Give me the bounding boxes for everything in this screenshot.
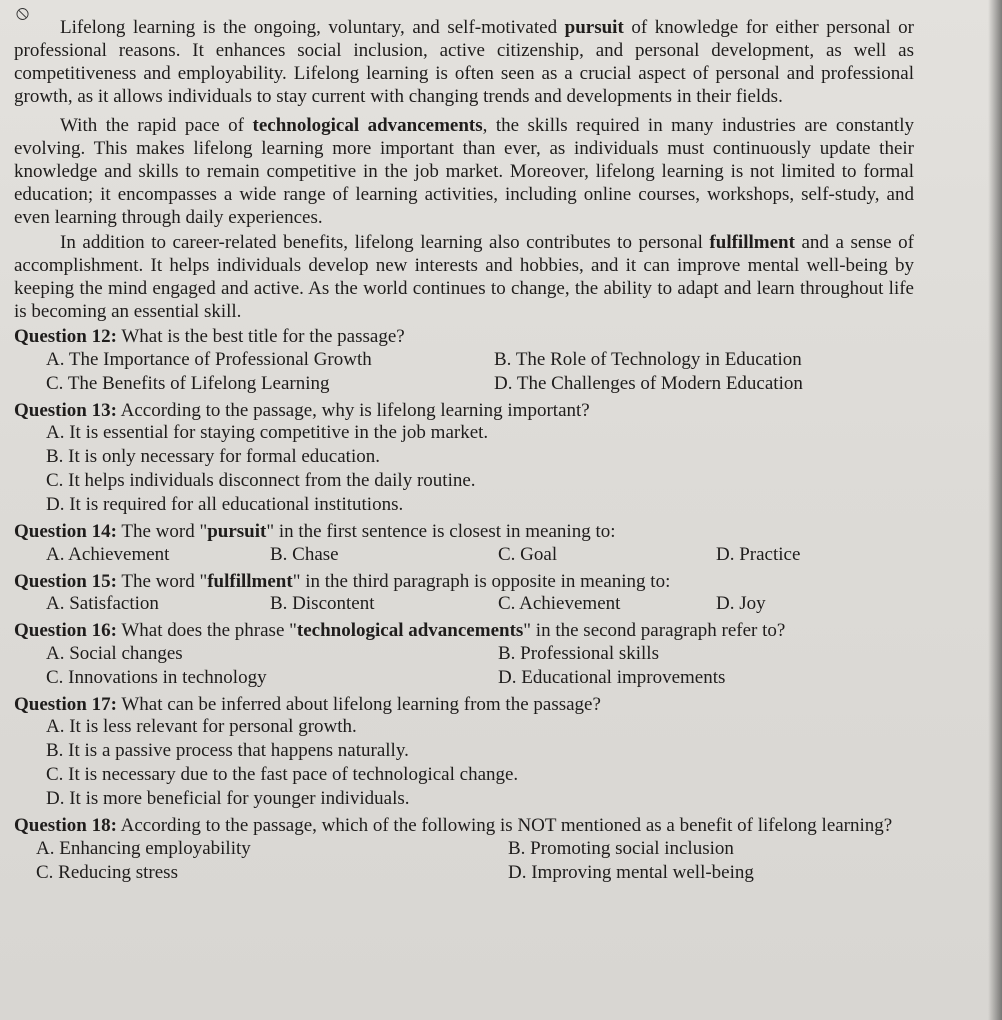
question-16-text-end: " in the second paragraph refer to? — [523, 620, 786, 641]
options-row — [14, 373, 914, 397]
option-a[interactable]: A. It is essential for staying competitive in the job market. — [46, 422, 489, 443]
p2-text-end: , the skills required in many industries are constantly evolving. This makes lifelong learning more important than ever, as individuals must continuously update their knowledge and skills to remain competitive in the job market. Moreover, lifelong learning is not limited to formal education; it encompasses a wide range of learning activities, including online courses, workshops, self-study, and even learning through daily experiences. — [14, 115, 914, 228]
question-12-label: Question 12: — [14, 326, 117, 347]
passage-paragraph-1 — [14, 16, 914, 108]
question-13-title — [14, 400, 914, 423]
option-c[interactable]: C. It is necessary due to the fast pace of technological change. — [46, 764, 519, 785]
question-17 — [14, 694, 914, 813]
question-16 — [14, 620, 914, 691]
question-18-title — [14, 815, 914, 838]
option-b[interactable]: B. Discontent — [270, 593, 375, 614]
p3-text-start: In addition to career-related benefits, lifelong learning also contributes to personal — [60, 232, 710, 253]
question-16-title — [14, 620, 914, 643]
question-18 — [14, 815, 914, 886]
option-b[interactable]: B. Chase — [270, 543, 339, 565]
option-d[interactable]: D. Educational improvements — [498, 666, 726, 688]
question-12 — [14, 326, 914, 397]
question-15-text-end: " in the third paragraph is opposite in meaning to: — [292, 570, 671, 592]
question-17-text: What can be inferred about lifelong learning from the passage? — [121, 693, 601, 715]
question-17-label: Question 17: — [14, 693, 117, 715]
option-d[interactable]: D. It is more beneficial for younger individuals. — [46, 788, 410, 809]
question-13 — [14, 400, 914, 519]
p1-bold-word: pursuit — [564, 17, 624, 38]
question-13-label: Question 13: — [14, 399, 117, 421]
option-b[interactable]: B. The Role of Technology in Education — [494, 348, 802, 370]
option-b[interactable]: B. It is a passive process that happens naturally. — [46, 740, 409, 761]
option-c[interactable]: C. Innovations in technology — [46, 666, 267, 688]
question-14-label: Question 14: — [14, 521, 117, 542]
question-15-title — [14, 571, 914, 594]
question-15-keyword: fulfillment — [207, 570, 293, 592]
option-a[interactable]: A. The Importance of Professional Growth — [46, 348, 372, 370]
option-d[interactable]: D. Practice — [716, 543, 801, 565]
question-15-label: Question 15: — [14, 570, 117, 592]
question-14-title — [14, 521, 914, 544]
question-14-keyword: pursuit — [207, 521, 267, 542]
question-14-text-start: The word " — [121, 521, 208, 542]
option-d[interactable]: D. Joy — [716, 593, 766, 614]
option-a[interactable]: A. Enhancing employability — [36, 837, 251, 859]
question-13-text: According to the passage, why is lifelong learning important? — [120, 399, 590, 421]
option-b-label: B. Promoting social inclusion — [508, 837, 734, 859]
option-a[interactable]: A. It is less relevant for personal growth. — [46, 716, 357, 737]
options-row — [14, 643, 914, 667]
option-b[interactable]: B. Professional skills — [498, 642, 659, 664]
passage-paragraph-2 — [14, 114, 914, 229]
p2-text-start: With the rapid pace of — [60, 115, 253, 136]
question-17-title — [14, 694, 914, 717]
question-12-title — [14, 326, 914, 349]
options-row — [14, 667, 914, 691]
question-18-label: Question 18: — [14, 815, 117, 836]
question-15-text-start: The word " — [121, 570, 208, 592]
option-c[interactable]: C. Goal — [498, 543, 558, 565]
p1-text-start: Lifelong learning is the ongoing, voluntary, and self-motivated — [60, 17, 565, 38]
options-row — [14, 349, 914, 373]
option-d[interactable]: D. Improving mental well-being — [508, 861, 754, 883]
option-d[interactable]: D. The Challenges of Modern Education — [494, 372, 803, 394]
p1-text-end: of knowledge for either personal or professional reasons. It enhances social inclusion, active citizenship, and personal development, as well as competitiveness and employability. Lifelong learning is often seen as a crucial aspect of personal and professional growth, as it allows individuals to stay current with changing trends and developments in their fields. — [14, 17, 914, 107]
question-12-text: What is the best title for the passage? — [121, 326, 405, 347]
option-c[interactable]: C. Reducing stress — [36, 861, 178, 883]
p2-bold-phrase: technological advancements — [252, 115, 483, 136]
options-row — [14, 593, 914, 617]
p3-bold-word: fulfillment — [709, 232, 795, 253]
option-c[interactable]: C. Achievement — [498, 593, 621, 614]
question-16-text-start: What does the phrase " — [121, 620, 297, 641]
options-row — [14, 544, 914, 568]
passage-paragraph-3 — [14, 231, 914, 323]
option-a[interactable]: A. Satisfaction — [46, 593, 159, 614]
options-row — [14, 838, 914, 862]
question-14-text-end: " in the first sentence is closest in meaning to: — [266, 521, 616, 542]
question-16-keyword: technological advancements — [296, 620, 524, 641]
question-16-label: Question 16: — [14, 620, 117, 641]
option-a[interactable]: A. Achievement — [46, 543, 170, 565]
option-b[interactable] — [508, 838, 734, 861]
question-14 — [14, 521, 914, 568]
question-15 — [14, 571, 914, 618]
option-c[interactable]: C. The Benefits of Lifelong Learning — [46, 372, 330, 394]
question-18-text: According to the passage, which of the following is NOT mentioned as a benefit of lifelong learning? — [120, 815, 893, 836]
option-a[interactable]: A. Social changes — [46, 642, 183, 664]
page-shadow-edge — [988, 0, 1002, 1020]
option-c[interactable]: C. It helps individuals disconnect from the daily routine. — [46, 470, 476, 491]
p3-text-end: and a sense of accomplishment. It helps individuals develop new interests and hobbies, and it can improve mental well-being by keeping the mind engaged and active. As the world continues to change, the ability to adapt and learn throughout life is becoming an essential skill. — [14, 232, 914, 322]
pen-mark-icon: ⦸ — [16, 2, 30, 24]
document-content — [14, 16, 914, 886]
option-b[interactable]: B. It is only necessary for formal education. — [46, 446, 380, 467]
option-d[interactable]: D. It is required for all educational institutions. — [46, 494, 404, 515]
options-row — [14, 862, 914, 886]
